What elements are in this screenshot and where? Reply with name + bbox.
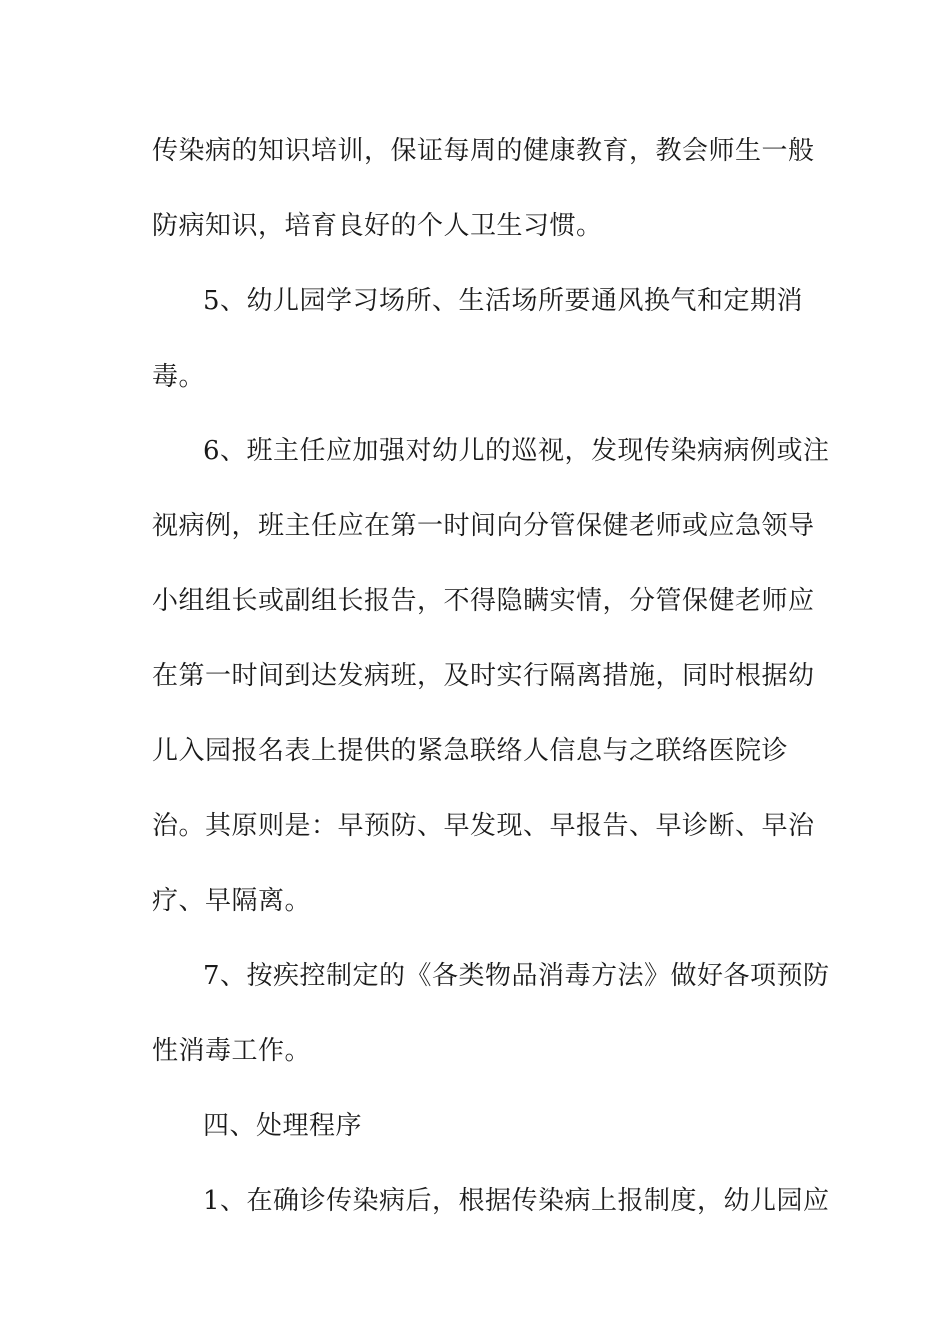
body-text-line: 传染病的知识培训，保证每周的健康教育，教会师生一般 xyxy=(152,136,815,166)
body-text-line: 视病例，班主任应在第一时间向分管保健老师或应急领导 xyxy=(152,511,815,541)
list-item-6-line: 6、班主任应加强对幼儿的巡视，发现传染病病例或注 xyxy=(203,436,830,466)
body-text-line: 疗、早隔离。 xyxy=(152,886,312,916)
body-text-line: 在第一时间到达发病班，及时实行隔离措施，同时根据幼 xyxy=(152,661,815,691)
list-item-5-line: 5、幼儿园学习场所、生活场所要通风换气和定期消 xyxy=(203,286,804,316)
body-text-line: 治。其原则是：早预防、早发现、早报告、早诊断、早治 xyxy=(152,811,815,841)
body-text-line: 防病知识，培育良好的个人卫生习惯。 xyxy=(152,211,603,241)
list-item-1-line: 1、在确诊传染病后，根据传染病上报制度，幼儿园应 xyxy=(203,1186,830,1216)
body-text-line: 儿入园报名表上提供的紧急联络人信息与之联络医院诊 xyxy=(152,736,789,766)
body-text-line: 性消毒工作。 xyxy=(152,1036,312,1066)
body-text-line: 毒。 xyxy=(152,362,206,392)
section-heading: 四、处理程序 xyxy=(203,1111,363,1141)
list-item-7-line: 7、按疾控制定的《各类物品消毒方法》做好各项预防 xyxy=(203,961,830,991)
body-text-line: 小组组长或副组长报告，不得隐瞒实情，分管保健老师应 xyxy=(152,586,815,616)
